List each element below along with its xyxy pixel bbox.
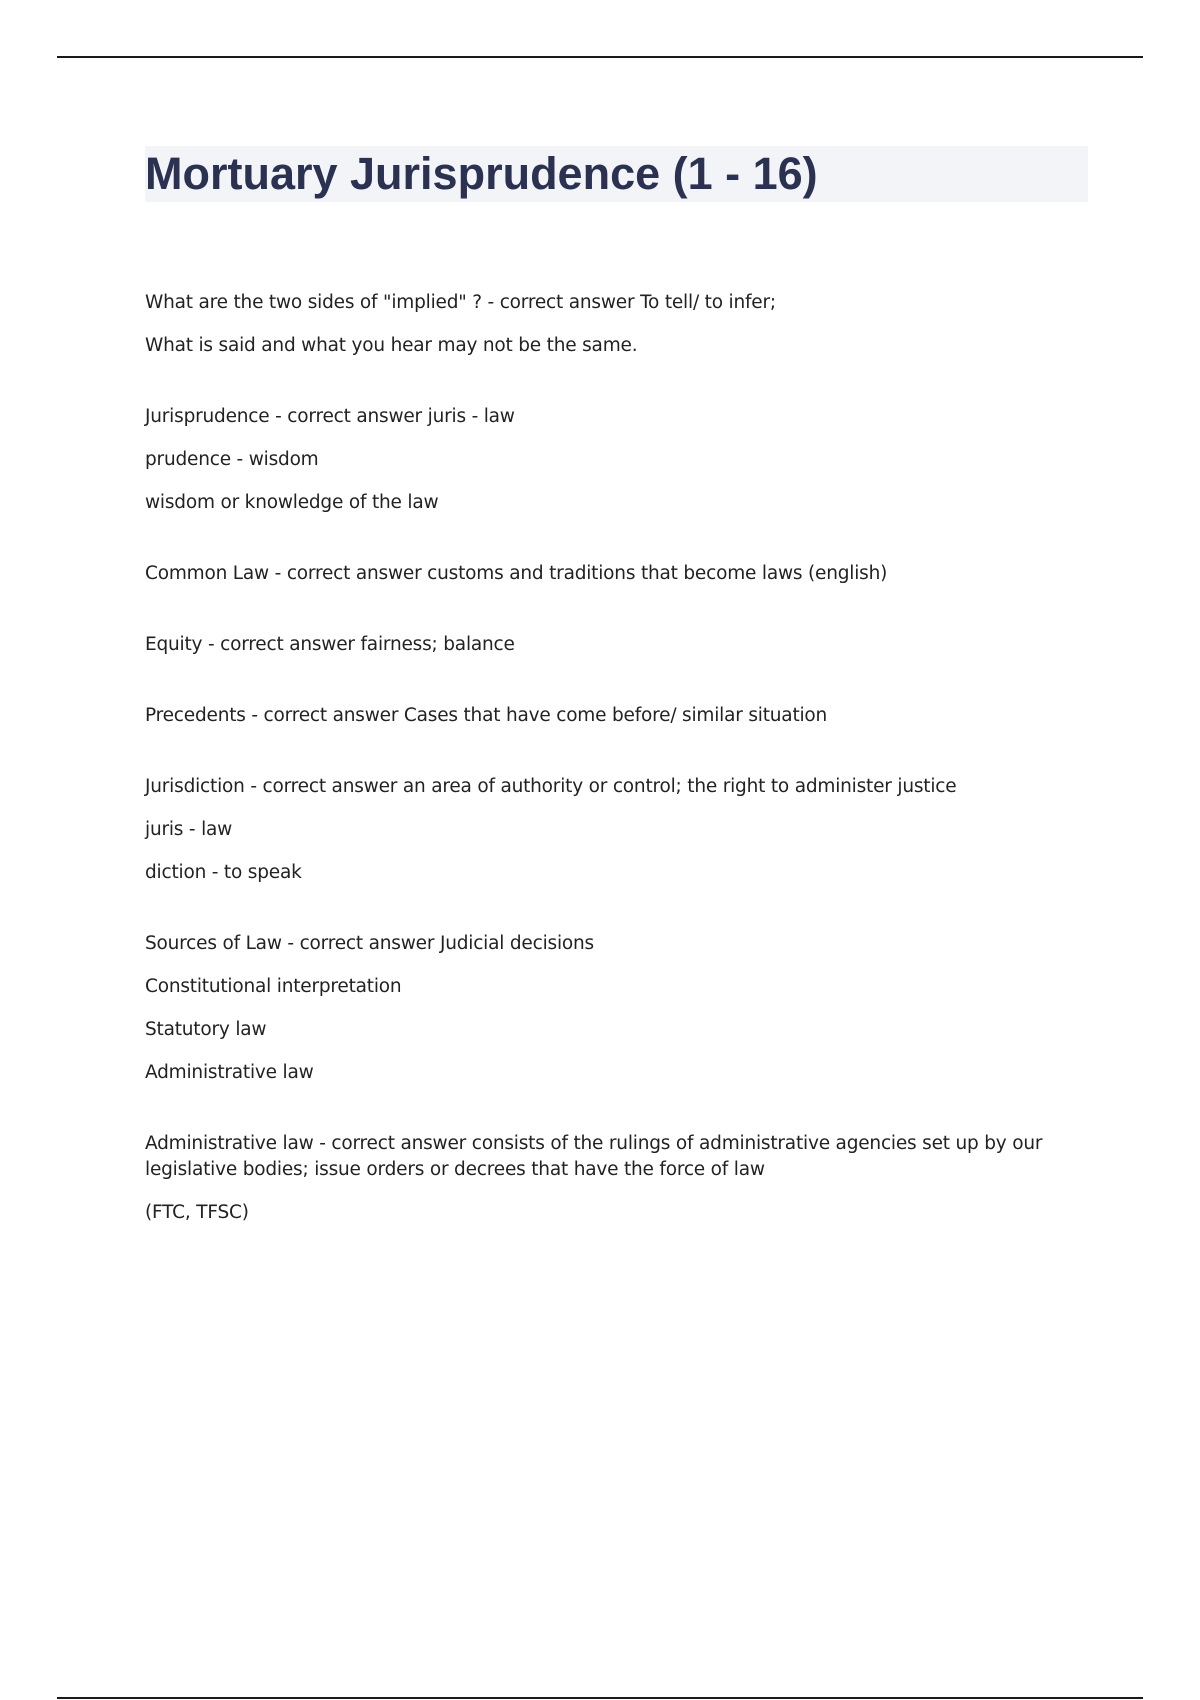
entry-jurisprudence	[145, 404, 1065, 516]
entry-line: Equity - correct answer fairness; balance	[145, 634, 515, 655]
entry-line: (FTC, TFSC)	[145, 1202, 249, 1223]
entry-line: Administrative law - correct answer consists of the rulings of administrative agencies set up by our legislative bodies; issue orders or decrees that have the force of law	[145, 1133, 1043, 1180]
entry-line: Common Law - correct answer customs and traditions that become laws (english)	[145, 563, 888, 584]
entry-line: Administrative law	[145, 1062, 314, 1083]
entry-line: prudence - wisdom	[145, 449, 319, 470]
entry-precedents	[145, 703, 1065, 729]
entry-line: Jurisdiction - correct answer an area of authority or control; the right to administer justice	[145, 776, 957, 797]
entry-implied	[145, 290, 1065, 359]
entry-line: Sources of Law - correct answer Judicial decisions	[145, 933, 594, 954]
entry-jurisdiction	[145, 774, 1065, 886]
document-body	[145, 290, 1065, 1271]
entry-line: Constitutional interpretation	[145, 976, 402, 997]
entry-line: Jurisprudence - correct answer juris - law	[145, 406, 515, 427]
top-rule	[57, 56, 1143, 58]
entry-line: What is said and what you hear may not be the same.	[145, 335, 638, 356]
entry-sources-of-law	[145, 931, 1065, 1086]
entry-line: What are the two sides of "implied" ? - correct answer To tell/ to infer;	[145, 292, 776, 313]
entry-line: diction - to speak	[145, 862, 302, 883]
entry-line: wisdom or knowledge of the law	[145, 492, 439, 513]
bottom-rule	[57, 1697, 1143, 1699]
entry-line: Precedents - correct answer Cases that have come before/ similar situation	[145, 705, 828, 726]
entry-line: juris - law	[145, 819, 233, 840]
entry-equity	[145, 632, 1065, 658]
entry-line: Statutory law	[145, 1019, 267, 1040]
entry-common-law	[145, 561, 1065, 587]
page-title: Mortuary Jurisprudence (1 - 16)	[145, 148, 818, 199]
entry-administrative-law	[145, 1131, 1065, 1226]
